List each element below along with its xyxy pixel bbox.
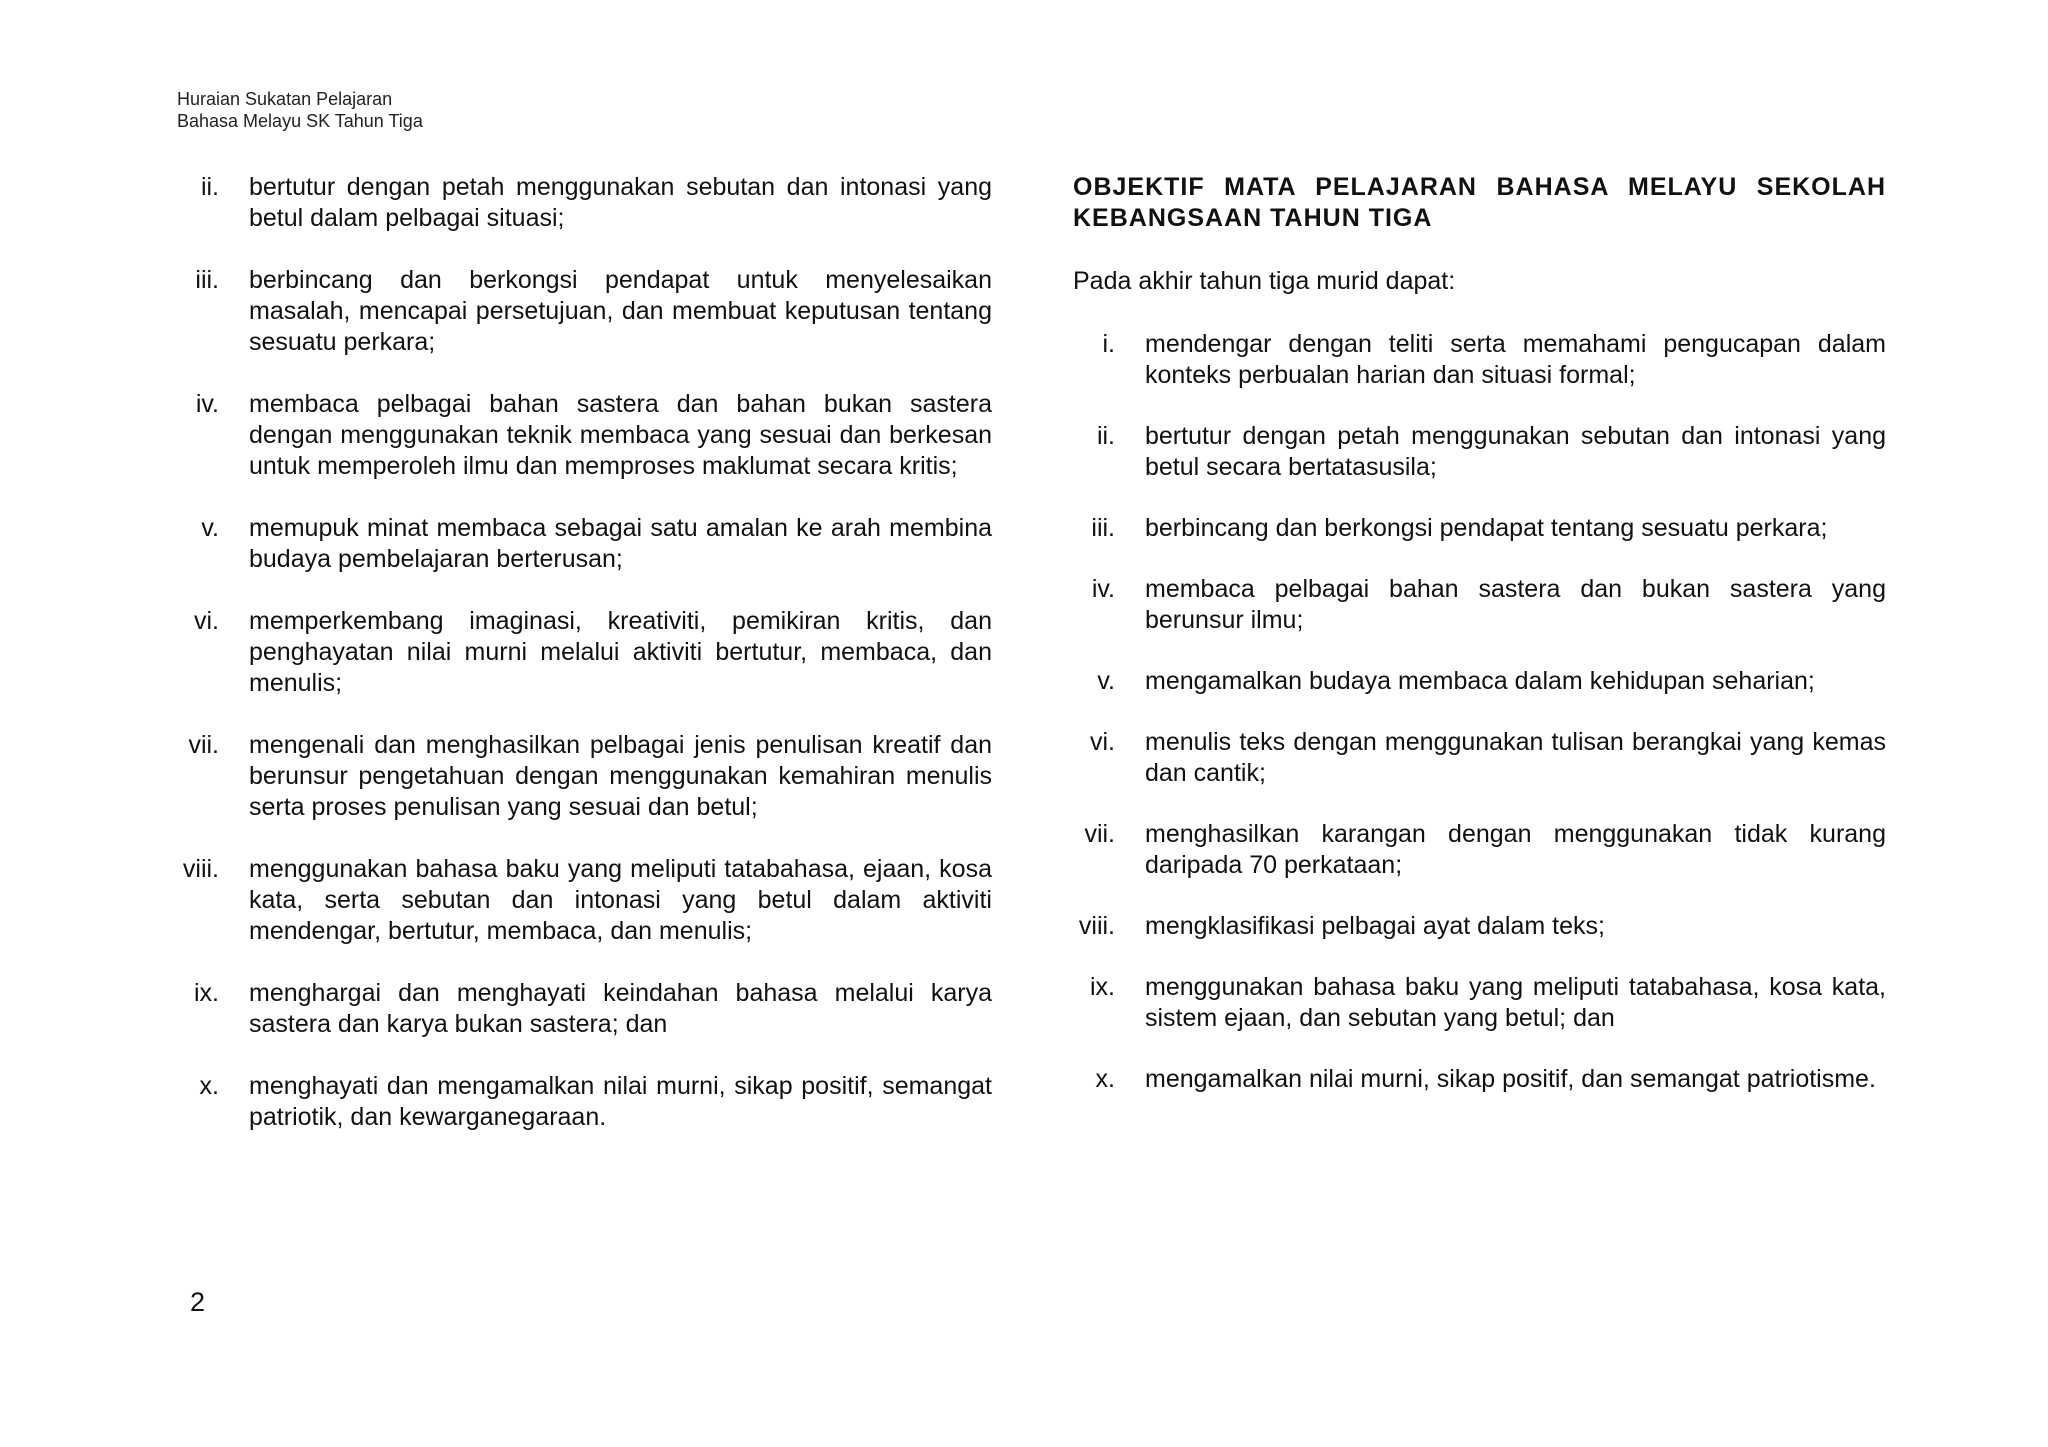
item-number: x. — [1095, 1065, 1115, 1093]
item-number: vii. — [1084, 820, 1115, 848]
list-item — [1073, 911, 1886, 942]
item-text: memperkembang imaginasi, kreativiti, pemikiran kritis, dan penghayatan nilai murni melalui aktiviti bertutur, membaca, dan menulis; — [249, 607, 992, 697]
item-text: bertutur dengan petah menggunakan sebutan dan intonasi yang betul dalam pelbagai situasi; — [249, 173, 992, 232]
item-number: ix. — [194, 979, 219, 1007]
item-number: viii. — [182, 855, 219, 883]
intro-text: Pada akhir tahun tiga murid dapat: — [1073, 267, 1456, 295]
list-item — [177, 265, 992, 358]
item-number: iv. — [1091, 575, 1115, 603]
item-text: bertutur dengan petah menggunakan sebutan dan intonasi yang betul secara bertatasusila; — [1145, 422, 1886, 481]
item-number: vi. — [1090, 728, 1115, 756]
item-number: ii. — [1096, 422, 1115, 450]
list-item — [1073, 727, 1886, 789]
item-number: vii. — [188, 731, 219, 759]
item-text: berbincang dan berkongsi pendapat tentang sesuatu perkara; — [1145, 514, 1828, 542]
item-number: vi. — [194, 607, 219, 635]
item-text: menghargai dan menghayati keindahan bahasa melalui karya sastera dan karya bukan sastera; dan — [249, 979, 992, 1038]
item-number: iii. — [1091, 514, 1115, 542]
list-item — [1073, 1064, 1886, 1095]
item-text: menggunakan bahasa baku yang meliputi tatabahasa, ejaan, kosa kata, serta sebutan dan intonasi yang betul dalam aktiviti mendengar, bertutur, membaca, dan menulis; — [249, 855, 992, 945]
item-text: menggunakan bahasa baku yang meliputi tatabahasa, kosa kata, sistem ejaan, dan sebutan yang betul; dan — [1145, 973, 1886, 1032]
item-text: berbincang dan berkongsi pendapat untuk menyelesaikan masalah, mencapai persetujuan, dan membuat keputusan tentang sesuatu perkara; — [249, 266, 992, 356]
list-item — [177, 513, 992, 575]
item-number: ii. — [200, 173, 219, 201]
item-text: mengamalkan nilai murni, sikap positif, dan semangat patriotisme. — [1145, 1065, 1876, 1093]
list-item — [1073, 421, 1886, 483]
list-item — [177, 730, 992, 823]
item-text: mengamalkan budaya membaca dalam kehidupan seharian; — [1145, 667, 1815, 695]
item-text: membaca pelbagai bahan sastera dan bahan bukan sastera dengan menggunakan teknik membaca yang sesuai dan berkesan untuk memperoleh ilmu dan memproses maklumat secara kritis; — [249, 390, 992, 480]
list-item — [177, 389, 992, 482]
list-item — [177, 978, 992, 1040]
item-number: x. — [199, 1072, 219, 1100]
item-text: mengenali dan menghasilkan pelbagai jenis penulisan kreatif dan berunsur pengetahuan dengan menggunakan kemahiran menulis serta proses penulisan yang sesuai dan betul; — [249, 731, 992, 821]
item-text: menghayati dan mengamalkan nilai murni, sikap positif, semangat patriotik, dan kewarganegaraan. — [249, 1072, 992, 1131]
list-item — [1073, 972, 1886, 1034]
section-title: OBJEKTIF MATA PELAJARAN BAHASA MELAYU SEKOLAH KEBANGSAAN TAHUN TIGA — [1073, 173, 1886, 232]
header-line-2: Bahasa Melayu SK Tahun Tiga — [177, 111, 423, 131]
item-number: v. — [1097, 667, 1115, 695]
list-item — [1073, 666, 1886, 697]
item-text: mendengar dengan teliti serta memahami pengucapan dalam konteks perbualan harian dan situasi formal; — [1145, 330, 1886, 389]
item-number: v. — [201, 514, 219, 542]
list-item — [1073, 329, 1886, 391]
list-item — [1073, 819, 1886, 881]
item-text: memupuk minat membaca sebagai satu amalan ke arah membina budaya pembelajaran berterusan; — [249, 514, 992, 573]
item-number: i. — [1102, 330, 1115, 358]
item-number: iii. — [195, 266, 219, 294]
item-text: mengklasifikasi pelbagai ayat dalam teks; — [1145, 912, 1605, 940]
header-line-1: Huraian Sukatan Pelajaran — [177, 89, 393, 109]
item-number: viii. — [1078, 912, 1115, 940]
right-column — [1073, 172, 1886, 1125]
item-number: ix. — [1090, 973, 1115, 1001]
list-item — [177, 854, 992, 947]
list-item — [1073, 574, 1886, 636]
item-text: menghasilkan karangan dengan menggunakan tidak kurang daripada 70 perkataan; — [1145, 820, 1886, 879]
page-number: 2 — [190, 1287, 206, 1317]
item-text: membaca pelbagai bahan sastera dan bukan sastera yang berunsur ilmu; — [1145, 575, 1886, 634]
list-item — [1073, 513, 1886, 544]
list-item — [177, 172, 992, 234]
list-item — [177, 606, 992, 699]
left-column — [177, 172, 992, 1164]
list-item — [177, 1071, 992, 1133]
item-number: iv. — [195, 390, 219, 418]
running-header — [177, 88, 423, 132]
item-text: menulis teks dengan menggunakan tulisan berangkai yang kemas dan cantik; — [1145, 728, 1886, 787]
